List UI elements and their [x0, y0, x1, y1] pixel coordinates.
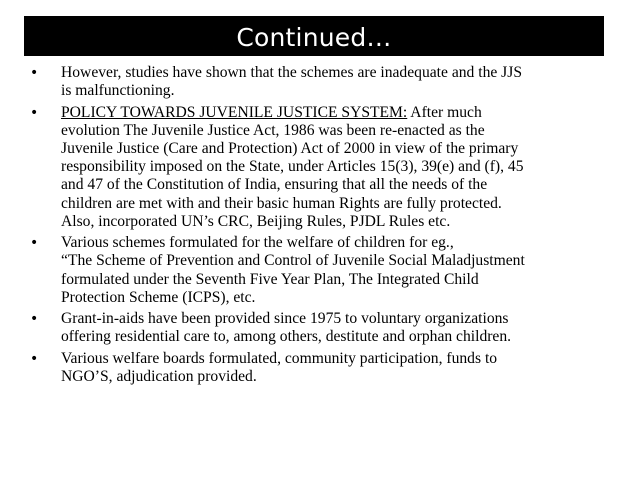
bullet-item — [30, 104, 620, 231]
bullet-list — [30, 64, 620, 389]
bullet-dot-icon: • — [30, 311, 39, 328]
bullet-line: Also, incorporated UN’s CRC, Beijing Rules, PJDL Rules etc. — [61, 212, 451, 230]
bullet-line: offering residential care to, among others, destitute and orphan children. — [61, 328, 512, 346]
bullet-line: Protection Scheme (ICPS), etc. — [61, 288, 256, 306]
bullet-item — [30, 64, 620, 100]
bullet-line: NGO’S, adjudication provided. — [61, 368, 257, 385]
bullet-dot-icon: • — [30, 235, 39, 252]
bullet-line: After much — [407, 103, 482, 121]
bullet-line: and 47 of the Constitution of India, ensuring that all the needs of the — [61, 176, 488, 194]
bullet-line: “The Scheme of Prevention and Control of Juvenile Social Maladjustment — [61, 252, 525, 270]
bullet-item — [30, 234, 620, 307]
policy-heading: POLICY TOWARDS JUVENILE JUSTICE SYSTEM: — [61, 103, 408, 121]
bullet-line: Various welfare boards formulated, community participation, funds to — [61, 349, 498, 367]
bullet-dot-icon: • — [30, 350, 39, 367]
bullet-item — [30, 350, 620, 386]
bullet-dot-icon: • — [30, 65, 39, 81]
bullet-line: Various schemes formulated for the welfare of children for eg., — [61, 234, 454, 252]
bullet-line: formulated under the Seventh Five Year Plan, The Integrated Child — [61, 270, 479, 288]
bullet-line: However, studies have shown that the schemes are inadequate and the JJS — [61, 64, 522, 81]
bullet-line: children are met with and their basic human Rights are fully protected. — [61, 194, 502, 212]
bullet-dot-icon: • — [30, 104, 39, 121]
bullet-line: responsibility imposed on the State, under Articles 15(3), 39(e) and (f), 45 — [61, 158, 524, 176]
bullet-line: Juvenile Justice (Care and Protection) Act of 2000 in view of the primary — [61, 140, 519, 157]
bullet-line: is malfunctioning. — [61, 82, 175, 100]
slide-title: Continued… — [236, 22, 392, 52]
title-bar — [24, 16, 604, 56]
bullet-item — [30, 310, 620, 346]
bullet-line: Grant-in-aids have been provided since 1975 to voluntary organizations — [61, 310, 509, 328]
bullet-line: evolution The Juvenile Justice Act, 1986 was been re-enacted as the — [61, 121, 485, 139]
